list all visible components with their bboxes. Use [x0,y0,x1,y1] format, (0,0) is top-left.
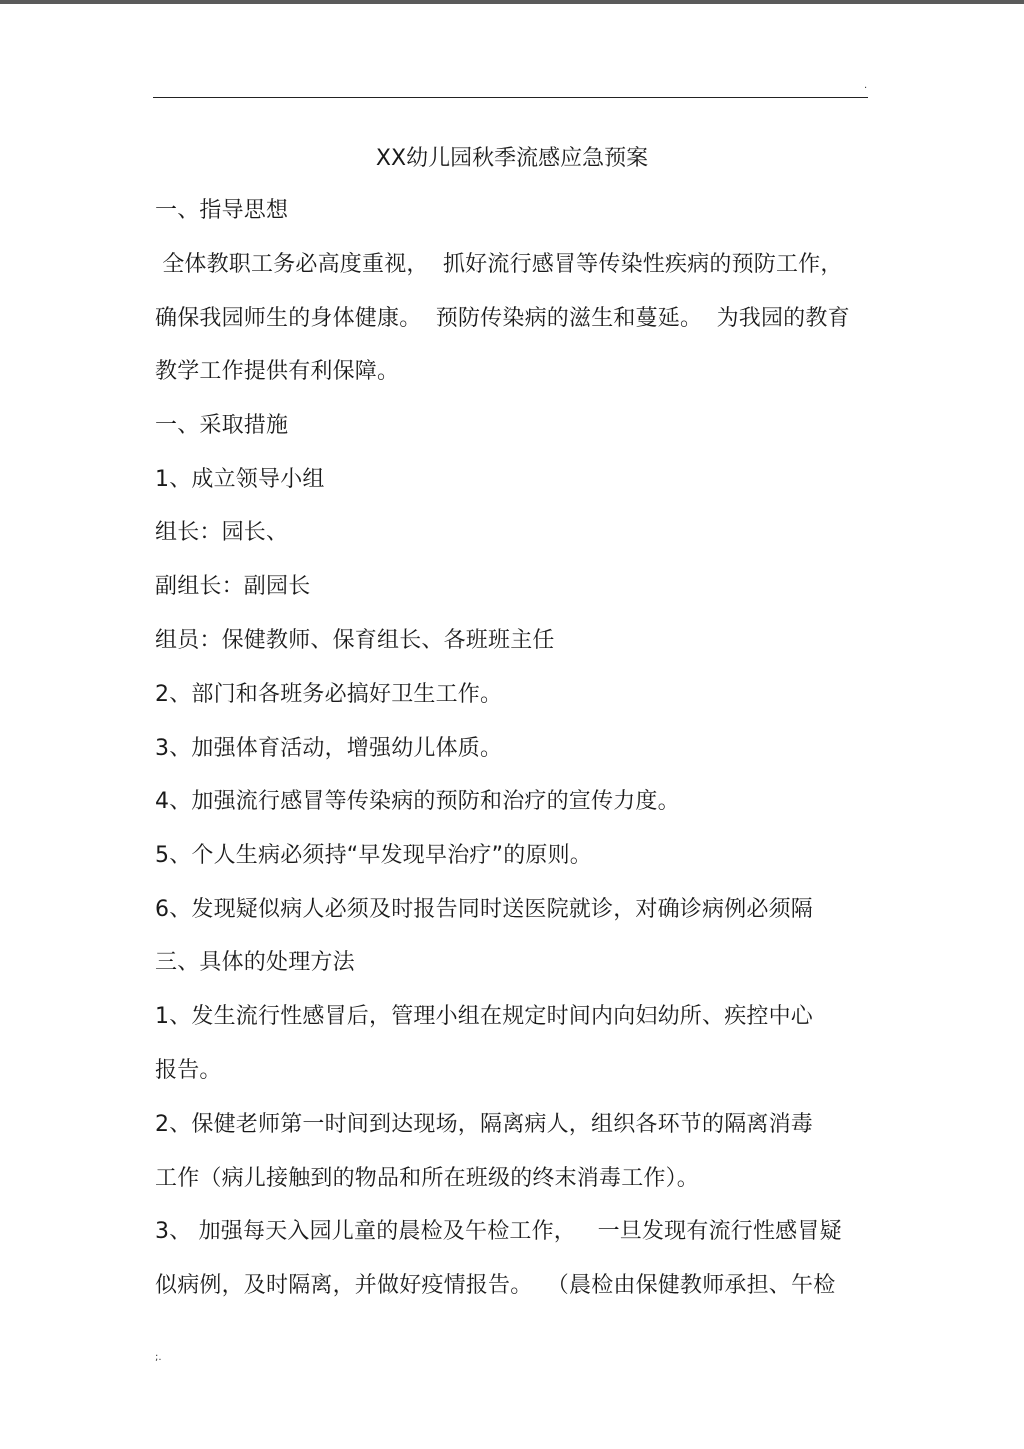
list-item: 2、保健老师第一时间到达现场，隔离病人，组织各环节的隔离消毒 [155,1112,813,1137]
header-rule [153,97,868,98]
paragraph-line: 教学工作提供有利保障。 [155,359,400,384]
paragraph-line: 全体教职工务必高度重视， 抓好流行感冒等传染性疾病的预防工作， [155,252,843,277]
footer-mark: ;. [155,1352,162,1363]
list-item: 5、个人生病必须持“早发现早治疗”的原则。 [155,843,592,868]
section-heading-guiding-thought: 一、指导思想 [155,198,289,223]
header-mark: . [864,80,868,91]
list-item-continued: 报告。 [155,1058,222,1083]
list-item: 2、部门和各班务必搞好卫生工作。 [155,682,503,707]
list-item: 3、 加强每天入园儿童的晨检及午检工作， 一旦发现有流行性感冒疑 [155,1219,842,1244]
list-item: 6、发现疑似病人必须及时报告同时送医院就诊，对确诊病例必须隔 [155,897,813,922]
list-item: 副组长：副园长 [155,574,311,599]
section-heading-handling: 三、具体的处理方法 [155,950,355,975]
section-heading-measures: 一、采取措施 [155,413,289,438]
list-item: 组员：保健教师、保育组长、各班班主任 [155,628,555,653]
list-item: 3、加强体育活动，增强幼儿体质。 [155,736,503,761]
list-item: 组长：园长、 [155,520,289,545]
page-top-border [0,0,1024,4]
list-item-continued: 似病例，及时隔离，并做好疫情报告。 （晨检由保健教师承担、午检 [155,1273,836,1298]
list-item: 4、加强流行感冒等传染病的预防和治疗的宣传力度。 [155,789,680,814]
list-item: 1、成立领导小组 [155,467,325,492]
list-item-continued: 工作（病儿接触到的物品和所在班级的终末消毒工作）。 [155,1166,700,1191]
document-title: XX幼儿园秋季流感应急预案 [375,146,649,171]
paragraph-line: 确保我园师生的身体健康。 预防传染病的滋生和蔓延。 为我园的教育 [155,306,850,331]
list-item: 1、发生流行性感冒后，管理小组在规定时间内向妇幼所、疾控中心 [155,1004,813,1029]
